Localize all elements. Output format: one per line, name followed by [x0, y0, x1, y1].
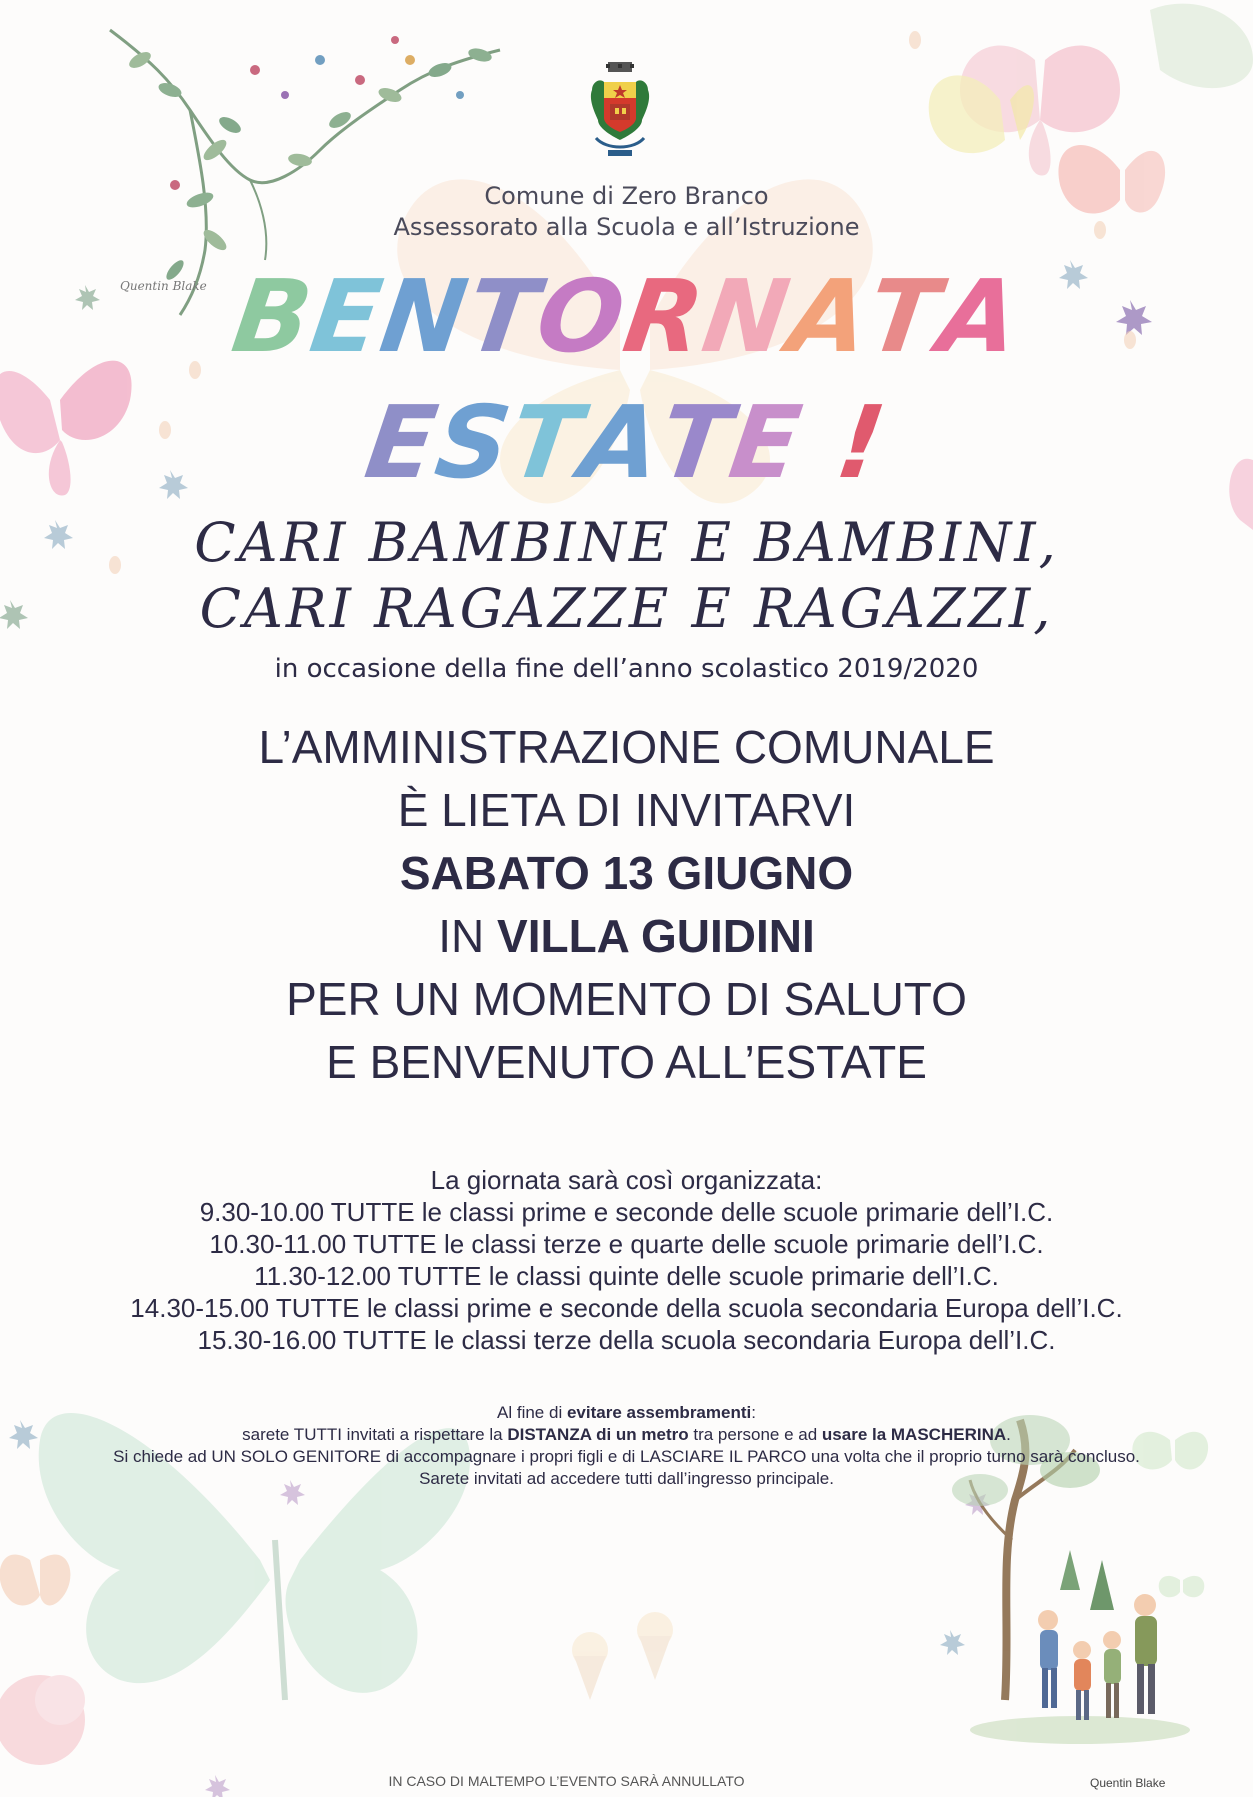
- flower-icon: [0, 1675, 85, 1765]
- artist-signature: Quentin Blake: [120, 279, 207, 293]
- location-prefix: IN: [438, 910, 498, 962]
- title-letter: E: [303, 258, 391, 375]
- location-name: VILLA GUIDINI: [497, 910, 815, 962]
- invitation-line-2: È LIETA DI INVITARVI: [397, 784, 856, 836]
- weather-notice: IN CASO DI MALTEMPO L’EVENTO SARÀ ANNULLATO: [388, 1773, 745, 1789]
- schedule-intro: La giornata sarà così organizzata:: [430, 1165, 823, 1195]
- note-text: .: [1006, 1425, 1011, 1444]
- note-line-3: Si chiede ad UN SOLO GENITORE di accompagnare i propri figli e di LASCIARE IL PARCO una volta che il proprio turno sarà concluso.: [113, 1447, 1140, 1466]
- invitation-line-6: E BENVENUTO ALL’ESTATE: [326, 1036, 927, 1088]
- department-name: Assessorato alla Scuola e all’Istruzione: [393, 213, 860, 241]
- title-letter: A: [781, 258, 878, 375]
- title-letter: T: [652, 384, 740, 501]
- title-letter: E: [723, 384, 810, 501]
- schedule-item: 14.30-15.00 TUTTE le classi prime e seconde della scuola secondaria Europa dell’I.C.: [130, 1293, 1123, 1323]
- event-location: [0, 905, 1253, 968]
- note-text: :: [751, 1403, 756, 1422]
- note-line-4: Sarete invitati ad accedere tutti dall’ingresso principale.: [419, 1469, 834, 1488]
- schedule: [0, 1164, 1253, 1356]
- greeting-line-1: CARI BAMBINE E BAMBINI,: [194, 511, 1059, 574]
- schedule-item: 15.30-16.00 TUTTE le classi terze della scuola secondaria Europa dell’I.C.: [197, 1325, 1056, 1355]
- invitation-line-5: PER UN MOMENTO DI SALUTO: [286, 973, 967, 1025]
- schedule-item: 11.30-12.00 TUTTE le classi quinte delle scuole primarie dell’I.C.: [254, 1261, 999, 1291]
- ice-cream-icon: [572, 1612, 673, 1700]
- note-line-2: [0, 1424, 1253, 1446]
- schedule-item: 9.30-10.00 TUTTE le classi prime e seconde delle scuole primarie dell’I.C.: [199, 1197, 1054, 1227]
- title-letter: T: [459, 258, 547, 375]
- greeting-line-2: CARI RAGAZZE E RAGAZZI,: [199, 577, 1054, 640]
- title-letter: A: [573, 384, 670, 501]
- note-emphasis: usare la MASCHERINA: [821, 1425, 1007, 1444]
- butterfly-icon: [0, 1555, 70, 1606]
- invitation-line-1: L’AMMINISTRAZIONE COMUNALE: [258, 721, 995, 773]
- safety-notes: [0, 1402, 1253, 1490]
- title-letter: O: [530, 258, 634, 375]
- butterfly-icon: [1159, 1576, 1205, 1597]
- note-text: Al fine di: [497, 1403, 567, 1422]
- title-letter: T: [503, 384, 590, 501]
- municipality-name: Comune di Zero Branco: [484, 182, 769, 210]
- title-letter: A: [931, 258, 1028, 375]
- title-letter: E: [358, 384, 446, 501]
- invitation-block: [0, 716, 1253, 1094]
- note-line-1: [0, 1402, 1253, 1424]
- title-line-1: [0, 258, 1253, 375]
- note-text: tra persone e ad: [688, 1425, 822, 1444]
- note-text: sarete TUTTI invitati a rispettare la: [242, 1425, 508, 1444]
- title-letter: S: [429, 384, 520, 501]
- title-letter: !: [830, 384, 895, 501]
- title-letter: B: [225, 258, 321, 375]
- occasion-text: in occasione della fine dell’anno scolastico 2019/2020: [274, 654, 979, 684]
- note-emphasis: DISTANZA di un metro: [507, 1425, 689, 1444]
- title-letter: N: [374, 258, 477, 375]
- title-line-2: [0, 384, 1253, 501]
- title-letter: T: [861, 258, 948, 375]
- schedule-item: 10.30-11.00 TUTTE le classi terze e quarte delle scuole primarie dell’I.C.: [209, 1229, 1044, 1259]
- coat-of-arms-icon: [582, 60, 658, 168]
- title-letter: R: [617, 258, 713, 375]
- title-letter: N: [696, 258, 799, 375]
- note-emphasis: evitare assembramenti: [566, 1403, 752, 1422]
- butterfly-icon: [1150, 4, 1253, 88]
- illustrator-credit: Quentin Blake: [1090, 1776, 1166, 1790]
- event-date: SABATO 13 GIUGNO: [399, 847, 854, 899]
